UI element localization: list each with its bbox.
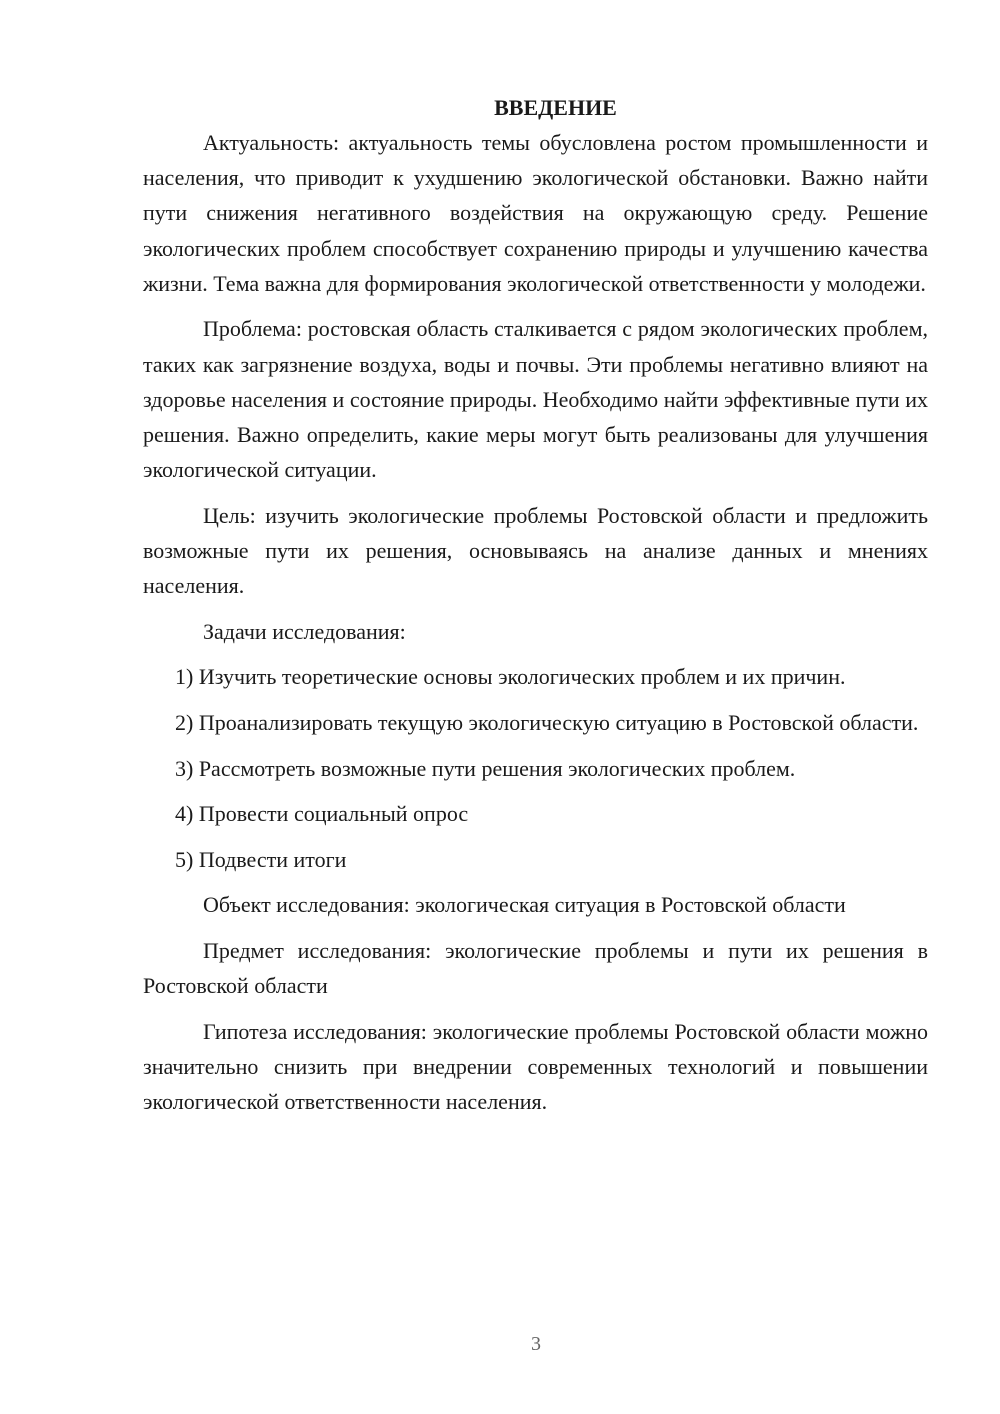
- paragraph-tasks-title: Задачи исследования:: [203, 618, 406, 644]
- task-item-5: 5) Подвести итоги: [175, 846, 347, 872]
- task-item-3: 3) Рассмотреть возможные пути решения экологических проблем.: [175, 755, 796, 781]
- paragraph-goal: Цель: изучить экологические проблемы Ростовской области и предложить возможные пути их решения, основываясь на анализе данных и мнениях населения.: [143, 502, 928, 599]
- task-item-1: 1) Изучить теоретические основы экологических проблем и их причин.: [175, 664, 846, 690]
- task-item-4: 4) Провести социальный опрос: [175, 801, 469, 827]
- task-item-2: 2) Проанализировать текущую экологическую ситуацию в Ростовской области.: [175, 710, 919, 735]
- section-heading: ВВЕДЕНИЕ: [494, 95, 617, 120]
- paragraph-subject: Предмет исследования: экологические проблемы и пути их решения в Ростовской области: [143, 937, 928, 999]
- document-body: [143, 90, 928, 1130]
- paragraph-hypothesis: Гипотеза исследования: экологические проблемы Ростовской области можно значительно снизить при внедрении современных технологий и повышении экологической ответственности населения.: [143, 1018, 928, 1115]
- paragraph-relevance: Актуальность: актуальность темы обусловлена ростом промышленности и населения, что приводит к ухудшению экологической обстановки. Важно найти пути снижения негативного воздействия на окружающую среду. Решение экологических проблем способствует сохранению природы и улучшению качества жизни. Тема важна для формирования экологической ответственности у молодежи.: [143, 130, 928, 296]
- paragraph-problem: Проблема: ростовская область сталкивается с рядом экологических проблем, таких как загрязнение воздуха, воды и почвы. Эти проблемы негативно влияют на здоровье населения и состояние природы. Необходимо найти эффективные пути их решения. Важно определить, какие меры могут быть реализованы для улучшения экологической ситуации.: [143, 316, 928, 483]
- paragraph-object: Объект исследования: экологическая ситуация в Ростовской области: [203, 892, 846, 918]
- page-number: 3: [531, 1333, 541, 1355]
